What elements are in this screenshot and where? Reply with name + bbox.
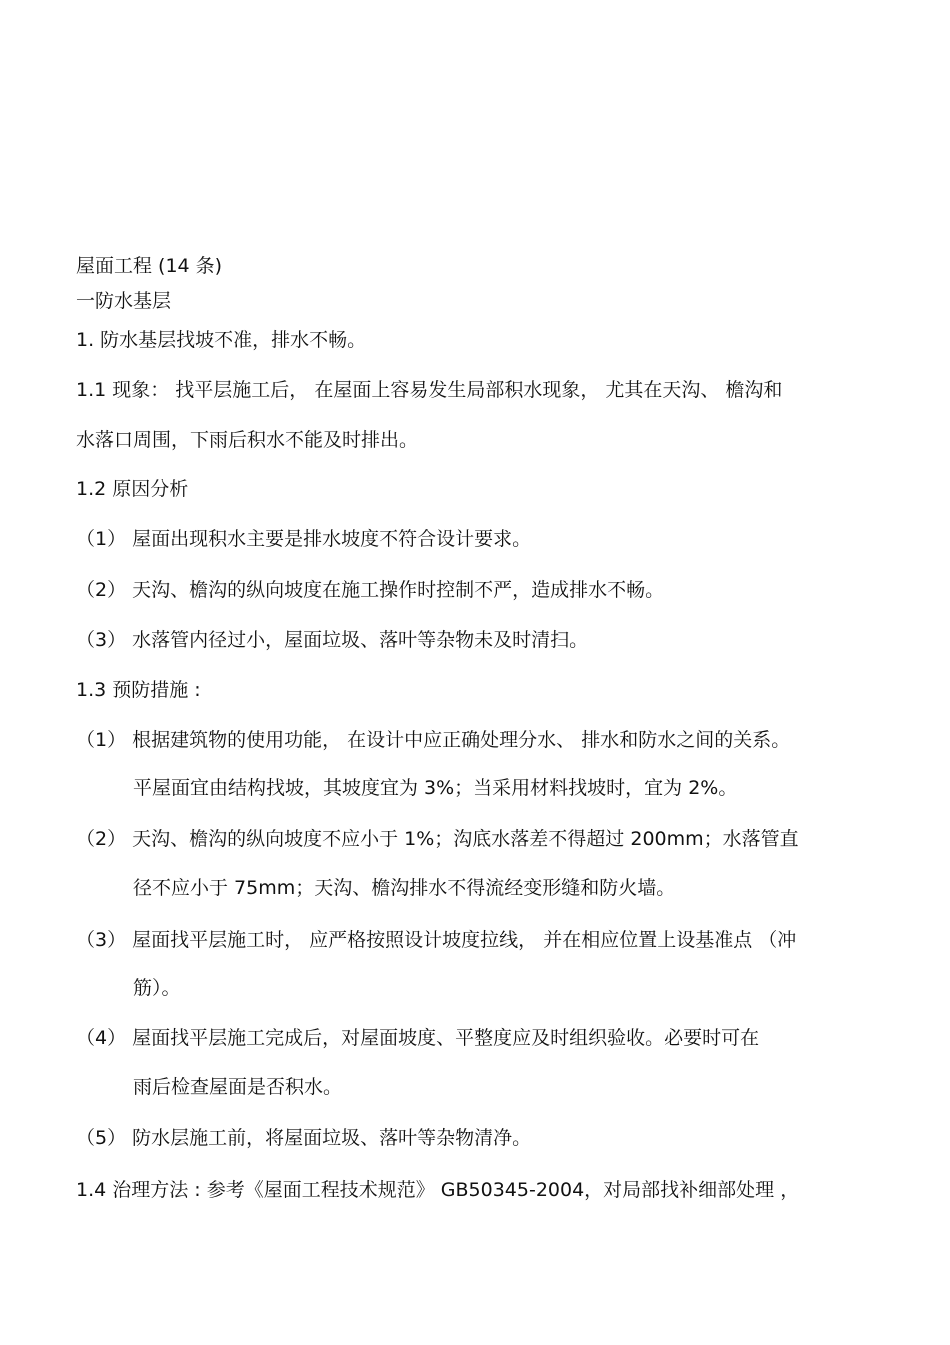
paragraph-line: 水落口周围，下雨后积水不能及时排出。 — [76, 429, 419, 451]
list-item: （1） 根据建筑物的使用功能， 在设计中应正确处理分水、 排水和防水之间的关系。 — [76, 729, 791, 751]
subsection-heading: 1.4 治理方法 : 参考《屋面工程技术规范》 GB50345-2004，对局部找补细部处理 ， — [76, 1179, 800, 1201]
list-item: （4） 屋面找平层施工完成后，对屋面坡度、平整度应及时组织验收。必要时可在 — [76, 1027, 760, 1049]
list-item: （3） 水落管内径过小，屋面垃圾、落叶等杂物未及时清扫。 — [76, 629, 589, 651]
item-heading: 1. 防水基层找坡不准，排水不畅。 — [76, 329, 367, 351]
subsection-heading: 1.2 原因分析 — [76, 478, 189, 500]
list-item: （2） 天沟、檐沟的纵向坡度在施工操作时控制不严，造成排水不畅。 — [76, 579, 665, 601]
list-item-continuation: 筋）。 — [133, 977, 181, 999]
list-item: （2） 天沟、檐沟的纵向坡度不应小于 1%；沟底水落差不得超过 200mm；水落管直 — [76, 828, 799, 850]
document-title: 屋面工程 (14 条) — [76, 255, 223, 277]
list-item-continuation: 径不应小于 75mm；天沟、檐沟排水不得流经变形缝和防火墙。 — [133, 877, 676, 899]
list-item-continuation: 平屋面宜由结构找坡，其坡度宜为 3%；当采用材料找坡时，宜为 2%。 — [133, 777, 738, 799]
list-item: （5） 防水层施工前，将屋面垃圾、落叶等杂物清净。 — [76, 1127, 532, 1149]
subsection-heading: 1.3 预防措施 : — [76, 679, 201, 701]
list-item: （1） 屋面出现积水主要是排水坡度不符合设计要求。 — [76, 528, 532, 550]
section-heading: 一防水基层 — [76, 290, 172, 312]
paragraph-line: 1.1 现象： 找平层施工后， 在屋面上容易发生局部积水现象， 尤其在天沟、 檐沟和 — [76, 379, 783, 401]
list-item-continuation: 雨后检查屋面是否积水。 — [133, 1076, 343, 1098]
list-item: （3） 屋面找平层施工时， 应严格按照设计坡度拉线， 并在相应位置上设基准点 （冲 — [76, 929, 797, 951]
